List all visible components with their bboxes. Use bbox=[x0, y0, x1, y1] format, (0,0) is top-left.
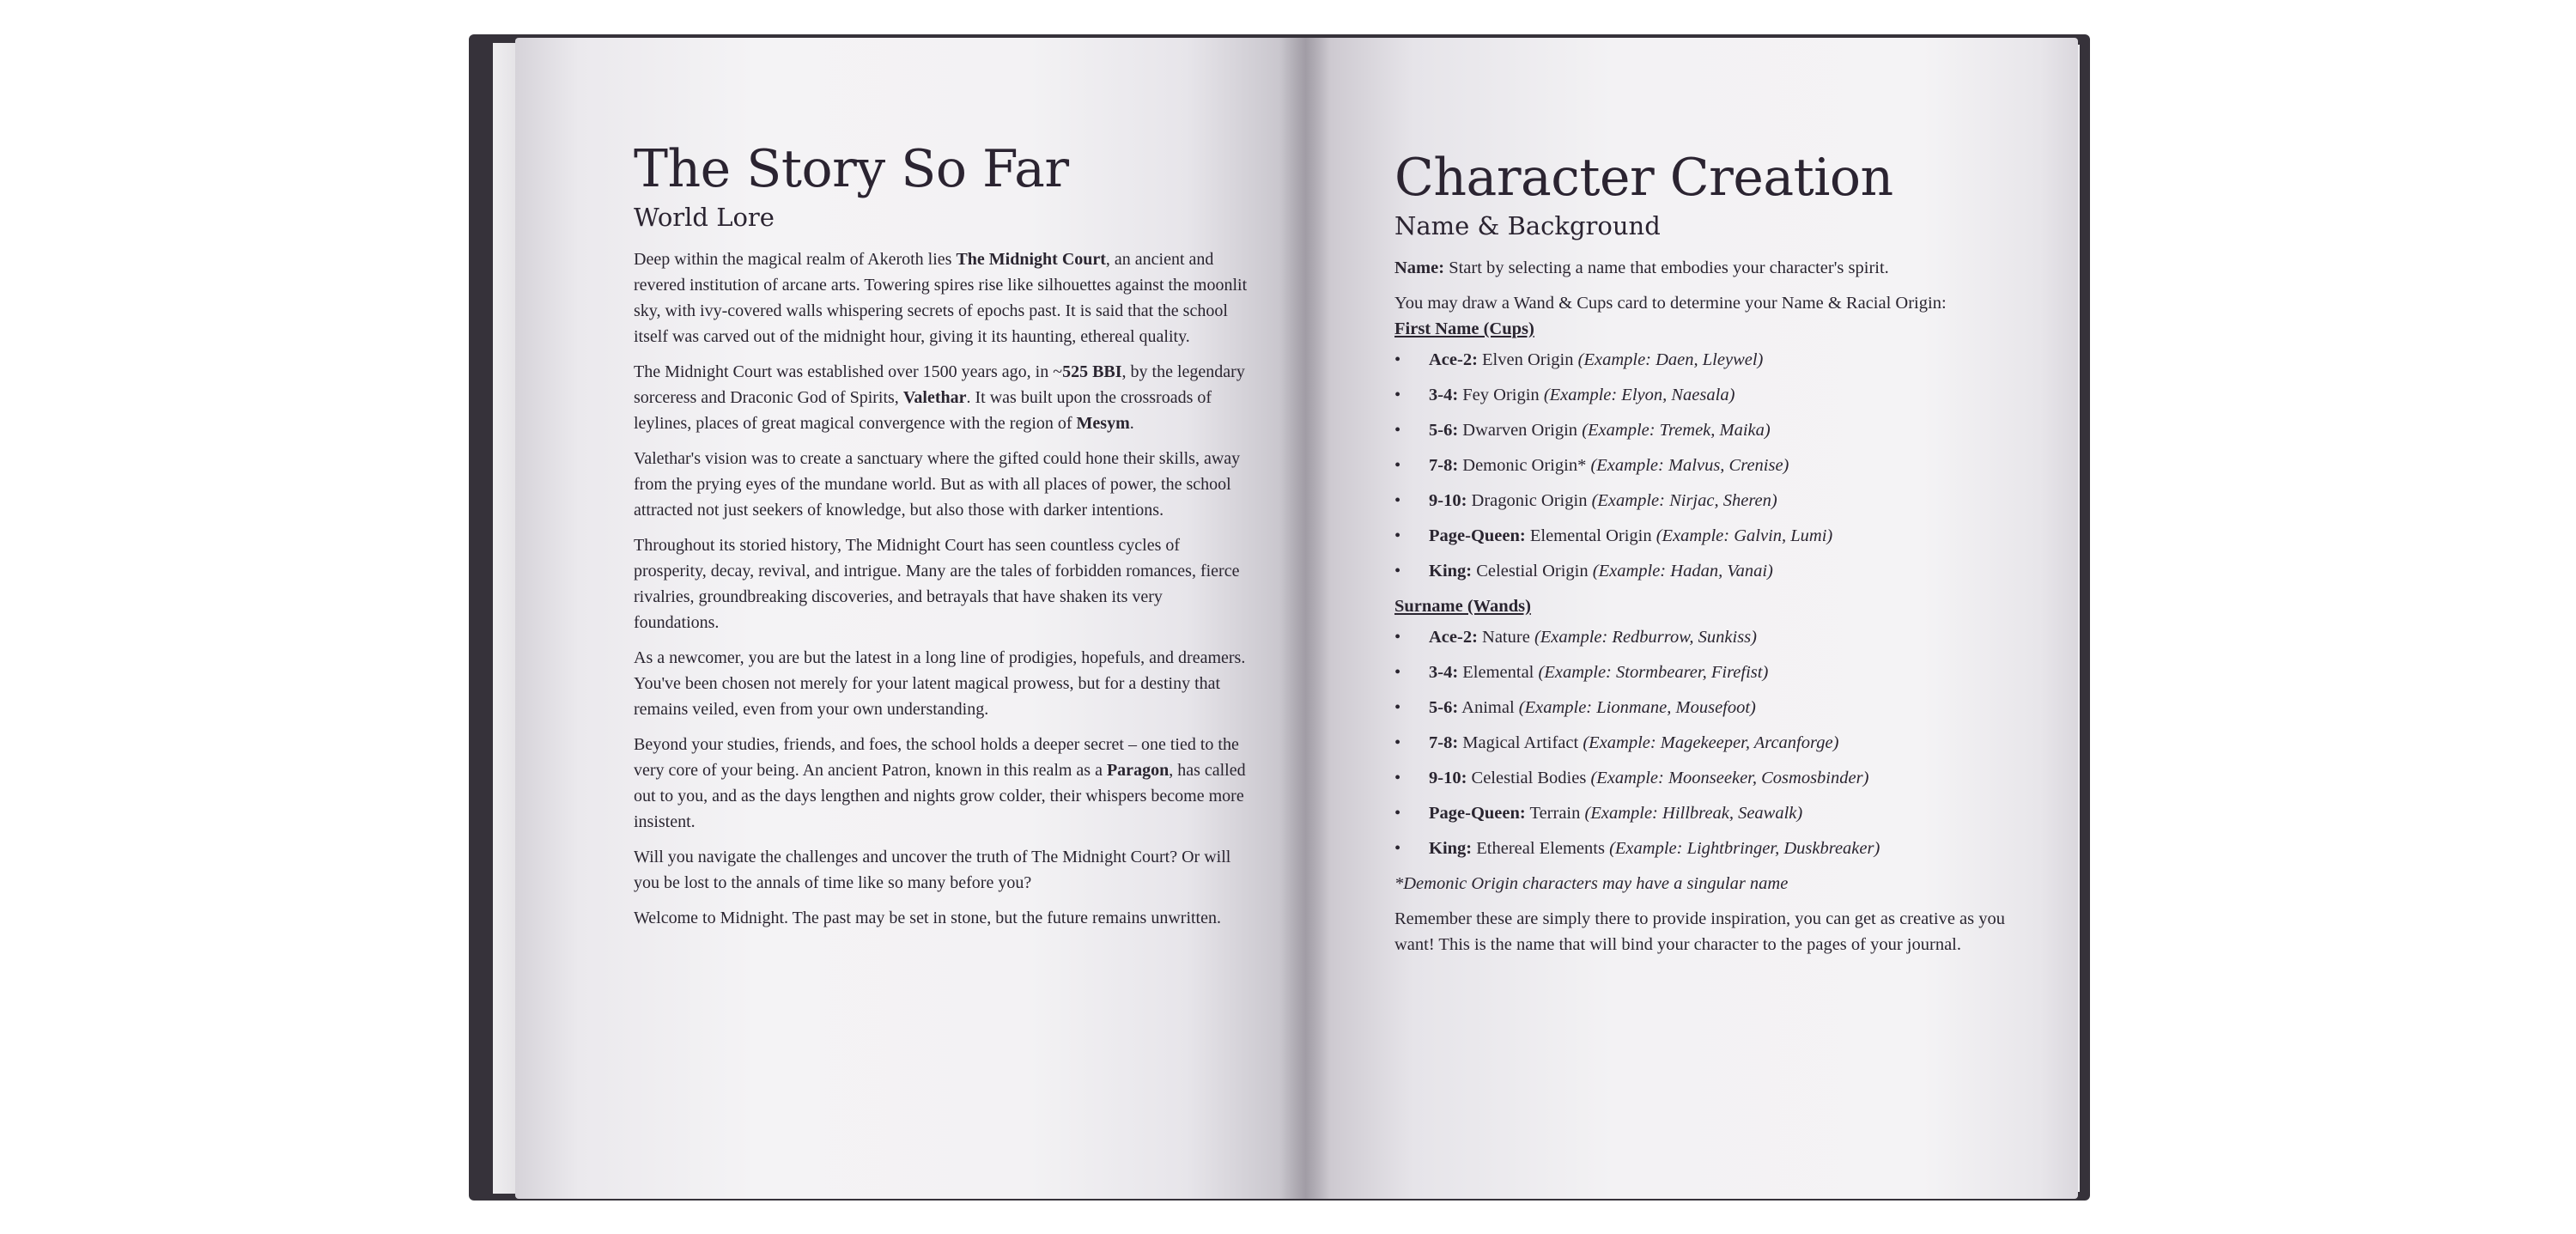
card-range: Page-Queen: bbox=[1429, 803, 1526, 823]
list-item bbox=[1394, 382, 2030, 408]
card-range: 7-8: bbox=[1429, 455, 1459, 475]
origin-label: Dwarven Origin bbox=[1458, 420, 1583, 440]
card-range: 5-6: bbox=[1429, 420, 1459, 440]
list-item bbox=[1394, 417, 2030, 443]
draw-instruction: You may draw a Wand & Cups card to determine your Name & Racial Origin: bbox=[1394, 293, 1947, 313]
example-names: (Example: Moonseeker, Cosmosbinder) bbox=[1590, 768, 1869, 787]
right-page bbox=[1305, 38, 2078, 1199]
left-page-content bbox=[634, 141, 1252, 940]
section-subtitle: Name & Background bbox=[1394, 211, 1661, 240]
example-names: (Example: Tremek, Maika) bbox=[1582, 420, 1771, 440]
page-title: The Story So Far bbox=[634, 139, 1069, 199]
list-item bbox=[1394, 695, 2030, 720]
surname-list bbox=[1394, 624, 2030, 861]
origin-label: Ethereal Elements bbox=[1472, 838, 1610, 858]
left-page bbox=[515, 38, 1305, 1199]
text-run: , an ancient and revered institution of arcane arts. Towering spires rise like silhouettes against the moonlit sky, with ivy-covered walls whispering secrets of epochs past. It is said that the school itself was carved out of the midnight hour, giving it its haunting, ethereal quality. bbox=[634, 249, 1248, 346]
lore-paragraph bbox=[634, 246, 1252, 350]
text-run: , has called out to you, and as the days lengthen and nights grow colder, their whispers become more insistent. bbox=[634, 760, 1246, 831]
text-run: Deep within the magical realm of Akeroth lies bbox=[634, 249, 957, 269]
closing-text: Remember these are simply there to provide inspiration, you can get as creative as you want! This is the name that will bind your character to the pages of your journal. bbox=[1394, 909, 2006, 954]
example-names: (Example: Magekeeper, Arcanforge) bbox=[1583, 732, 1839, 752]
card-range: Page-Queen: bbox=[1429, 526, 1526, 545]
example-names: (Example: Redburrow, Sunkiss) bbox=[1534, 627, 1757, 647]
origin-label: Elemental bbox=[1458, 662, 1539, 682]
text-run: Valethar's vision was to create a sanctuary where the gifted could hone their skills, away from the prying eyes of the mundane world. But as with all places of power, the school attracted not just seekers of knowledge, but also those with darker intentions. bbox=[634, 448, 1241, 520]
lore-paragraph bbox=[634, 905, 1252, 931]
list-item bbox=[1394, 453, 2030, 478]
bold-term: Mesym bbox=[1076, 413, 1130, 433]
example-names: (Example: Elyon, Naesala) bbox=[1543, 385, 1735, 404]
card-range: 7-8: bbox=[1429, 732, 1459, 752]
card-range: King: bbox=[1429, 838, 1473, 858]
text-run: Will you navigate the challenges and uncover the truth of The Midnight Court? Or will you be lost to the annals of time like so many before you? bbox=[634, 847, 1231, 892]
example-names: (Example: Lionmane, Mousefoot) bbox=[1518, 697, 1756, 717]
gutter-shadow bbox=[1279, 38, 1331, 1199]
card-range: 3-4: bbox=[1429, 662, 1459, 682]
origin-label: Fey Origin bbox=[1458, 385, 1544, 404]
origin-label: Animal bbox=[1458, 697, 1519, 717]
text-run: . It was built upon the crossroads of leylines, places of great magical convergence with the region of bbox=[634, 387, 1212, 433]
list-item bbox=[1394, 347, 2030, 373]
card-range: Ace-2: bbox=[1429, 350, 1478, 369]
bold-term: 525 BBI bbox=[1062, 362, 1122, 381]
example-names: (Example: Galvin, Lumi) bbox=[1656, 526, 1833, 545]
text-run: The Midnight Court was established over 1500 years ago, in ~ bbox=[634, 362, 1063, 381]
lore-paragraph bbox=[634, 446, 1252, 523]
text-run: Welcome to Midnight. The past may be set in stone, but the future remains unwritten. bbox=[634, 908, 1221, 927]
example-names: (Example: Malvus, Crenise) bbox=[1590, 455, 1789, 475]
list-item bbox=[1394, 730, 2030, 756]
list-item bbox=[1394, 558, 2030, 584]
card-range: 9-10: bbox=[1429, 768, 1467, 787]
bold-term: The Midnight Court bbox=[956, 249, 1106, 269]
lore-paragraph bbox=[634, 732, 1252, 835]
card-range: King: bbox=[1429, 561, 1473, 581]
surname-heading: Surname (Wands) bbox=[1394, 596, 1531, 616]
origin-label: Celestial Origin bbox=[1472, 561, 1593, 581]
card-range: Ace-2: bbox=[1429, 627, 1478, 647]
right-page-content bbox=[1394, 149, 2030, 967]
origin-label: Terrain bbox=[1525, 803, 1585, 823]
name-instruction bbox=[1394, 255, 2030, 281]
name-text: Start by selecting a name that embodies your character's spirit. bbox=[1444, 258, 1889, 277]
lore-text bbox=[634, 246, 1252, 931]
list-item bbox=[1394, 488, 2030, 514]
footnote: *Demonic Origin characters may have a singular name bbox=[1394, 873, 1789, 893]
lore-paragraph bbox=[634, 532, 1252, 635]
example-names: (Example: Stormbearer, Firefist) bbox=[1538, 662, 1769, 682]
name-label: Name: bbox=[1394, 258, 1445, 277]
lore-paragraph bbox=[634, 844, 1252, 896]
example-names: (Example: Nirjac, Sheren) bbox=[1591, 490, 1777, 510]
text-run: , by the legendary sorceress and Draconic God of Spirits, bbox=[634, 362, 1245, 407]
page-title: Character Creation bbox=[1394, 148, 1893, 208]
origin-label: Elemental Origin bbox=[1525, 526, 1656, 545]
origin-label: Nature bbox=[1477, 627, 1534, 647]
lore-paragraph bbox=[634, 359, 1252, 436]
origin-label: Dragonic Origin bbox=[1467, 490, 1592, 510]
origin-label: Celestial Bodies bbox=[1467, 768, 1591, 787]
first-name-heading: First Name (Cups) bbox=[1394, 319, 1534, 338]
bold-term: Paragon bbox=[1106, 760, 1170, 780]
list-item bbox=[1394, 624, 2030, 650]
list-item bbox=[1394, 765, 2030, 791]
example-names: (Example: Lightbringer, Duskbreaker) bbox=[1609, 838, 1880, 858]
origin-label: Magical Artifact bbox=[1458, 732, 1583, 752]
card-range: 3-4: bbox=[1429, 385, 1459, 404]
lore-paragraph bbox=[634, 645, 1252, 722]
card-range: 9-10: bbox=[1429, 490, 1467, 510]
text-run: Throughout its storied history, The Midnight Court has seen countless cycles of prosperity, decay, revival, and intrigue. Many are the tales of forbidden romances, fierce rivalries, groundbreaking discoveries, and betrayals that have shaken its very foundations. bbox=[634, 535, 1240, 632]
list-item bbox=[1394, 800, 2030, 826]
card-range: 5-6: bbox=[1429, 697, 1459, 717]
list-item bbox=[1394, 523, 2030, 549]
example-names: (Example: Hadan, Vanai) bbox=[1592, 561, 1773, 581]
text-run: . bbox=[1129, 413, 1134, 433]
section-subtitle: World Lore bbox=[634, 203, 775, 232]
bold-term: Valethar bbox=[902, 387, 967, 407]
text-run: As a newcomer, you are but the latest in a long line of prodigies, hopefuls, and dreamers. You've been chosen not merely for your latent magical prowess, but for a destiny that remains veiled, even from your own understanding. bbox=[634, 647, 1246, 719]
example-names: (Example: Daen, Lleywel) bbox=[1577, 350, 1764, 369]
example-names: (Example: Hillbreak, Seawalk) bbox=[1584, 803, 1803, 823]
text-run: Beyond your studies, friends, and foes, the school holds a deeper secret – one tied to the very core of your being. An ancient Patron, known in this realm as a bbox=[634, 734, 1239, 780]
first-name-list bbox=[1394, 347, 2030, 584]
list-item bbox=[1394, 660, 2030, 685]
list-item bbox=[1394, 836, 2030, 861]
origin-label: Demonic Origin* bbox=[1458, 455, 1591, 475]
origin-label: Elven Origin bbox=[1477, 350, 1578, 369]
